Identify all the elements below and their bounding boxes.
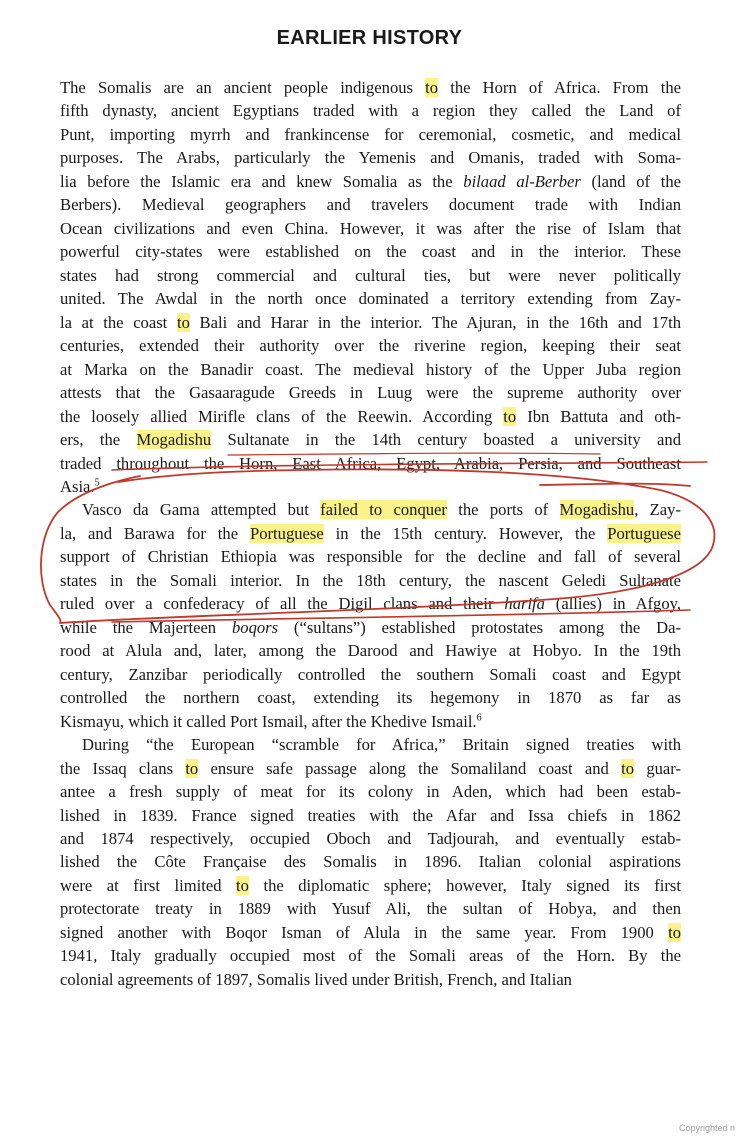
text-run: the loosely allied Mirifle clans of the Reewin. According	[60, 406, 504, 426]
italic-text: harifa	[504, 594, 545, 614]
text-run: fifth dynasty, ancient Egyptians traded with a region they called the Land of	[60, 101, 681, 121]
text-run: lia before the Islamic era and knew Somalia as the	[60, 171, 464, 191]
text-run: protectorate treaty in 1889 with Yusuf Ali, the sultan of Hobya, and then	[60, 899, 681, 919]
highlighted-text: failed to conquer	[320, 500, 447, 520]
text-line	[60, 170, 681, 193]
text-run: ers, the	[60, 430, 137, 450]
text-line	[60, 264, 681, 287]
text-run: states in the Somali interior. In the 18th century, the nascent Geledi Sultanate	[60, 570, 681, 590]
text-run: were at first limited	[60, 875, 237, 895]
text-line	[60, 428, 681, 451]
italic-text: bilaad al-Berber	[463, 171, 581, 191]
text-run: (land of the	[580, 171, 681, 191]
text-line	[60, 240, 681, 263]
text-run: the ports of	[446, 500, 560, 520]
text-line	[60, 123, 681, 146]
text-line	[60, 99, 681, 122]
text-line	[60, 874, 681, 897]
text-run: During “the European “scramble for Africa,” Britain signed treaties with	[82, 735, 681, 755]
text-line	[60, 968, 681, 991]
text-run: states had strong commercial and cultural ties, but were never politically	[60, 265, 681, 285]
text-line	[60, 804, 681, 827]
italic-text: boqors	[231, 617, 279, 637]
text-run: Asia.	[60, 476, 95, 496]
text-run: ensure safe passage along the Somaliland coast and	[198, 758, 622, 778]
text-run: la, and Barawa for the	[60, 523, 250, 543]
highlighted-text: Portuguese	[607, 523, 681, 543]
body-text	[60, 76, 681, 991]
text-run: traded throughout the Horn, East Africa, Egypt, Arabia, Persia, and Southeast	[60, 453, 681, 473]
text-line	[60, 850, 681, 873]
text-line	[60, 897, 681, 920]
text-run: the diplomatic sphere; however, Italy signed its first	[248, 875, 681, 895]
text-line	[60, 287, 681, 310]
highlighted-text: to	[668, 922, 681, 942]
text-run: signed another with Boqor Isman of Alula in the same year. From 1900	[60, 922, 669, 942]
text-run: (allies) in Afgoy,	[544, 594, 681, 614]
page-title: EARLIER HISTORY	[276, 27, 463, 49]
highlighted-text: Mogadishu	[136, 430, 212, 450]
text-run: while the Majerteen	[60, 617, 232, 637]
text-run: 1941, Italy gradually occupied most of the Somali areas of the Horn. By the	[60, 946, 681, 966]
text-line	[60, 780, 681, 803]
highlighted-text: Portuguese	[249, 523, 324, 543]
text-line	[60, 358, 681, 381]
highlighted-text: to	[236, 875, 249, 895]
text-run: ruled over a confederacy of all the Digil clans and their	[60, 594, 505, 614]
text-line	[60, 452, 681, 475]
text-line	[60, 944, 681, 967]
highlighted-text: to	[503, 406, 517, 426]
text-run: The Somalis are an ancient people indigenous	[60, 78, 426, 97]
text-line	[60, 733, 681, 756]
text-line	[60, 76, 681, 99]
text-run: in the 15th century. However, the	[323, 523, 608, 543]
text-run: the Issaq clans	[60, 758, 186, 778]
highlighted-text: to	[185, 758, 199, 778]
text-line	[60, 193, 681, 216]
copyright-notice: Copyrighted n	[678, 1123, 735, 1133]
text-line	[60, 757, 681, 780]
highlighted-text: Mogadishu	[559, 500, 635, 520]
highlighted-text: to	[425, 78, 439, 97]
text-run: Punt, importing myrrh and frankincense for ceremonial, cosmetic, and medical	[60, 124, 681, 144]
text-run: Vasco da Gama attempted but	[82, 500, 321, 520]
text-line	[60, 146, 681, 169]
text-run: (“sultans”) established protostates among the Da-	[278, 617, 682, 637]
text-run: Ocean civilizations and even China. However, it was after the rise of Islam that	[60, 218, 681, 238]
footnote-marker: 6	[476, 712, 482, 724]
text-run: centuries, extended their authority over the riverine region, keeping their seat	[60, 336, 681, 356]
text-run: la at the coast	[60, 312, 177, 332]
text-line	[60, 827, 681, 850]
text-line	[60, 569, 681, 592]
highlighted-text: to	[176, 312, 190, 332]
text-line	[60, 639, 681, 662]
text-run: and 1874 respectively, occupied Oboch and Tadjourah, and eventually estab-	[60, 829, 681, 848]
text-line	[60, 498, 681, 521]
text-run: the Horn of Africa. From the	[438, 78, 681, 97]
text-line	[60, 710, 681, 733]
text-line	[60, 311, 681, 334]
text-run: antee a fresh supply of meat for its colony in Aden, which had been estab-	[60, 782, 681, 802]
text-line	[60, 616, 681, 639]
text-line	[60, 592, 681, 615]
text-run: attests that the Gasaaragude Greeds in Luug were the supreme authority over	[60, 383, 681, 403]
text-run: united. The Awdal in the north once dominated a territory extending from Zay-	[60, 289, 681, 309]
text-run: Berbers). Medieval geographers and travelers document trade with Indian	[60, 195, 681, 215]
text-run: Bali and Harar in the interior. The Ajuran, in the 16th and 17th	[189, 312, 681, 332]
text-run: support of Christian Ethiopia was responsible for the decline and fall of several	[60, 547, 681, 567]
text-line	[60, 381, 681, 404]
text-line	[60, 663, 681, 686]
text-run: Ibn Battuta and oth-	[516, 406, 681, 426]
text-run: colonial agreements of 1897, Somalis lived under British, French, and Italian	[60, 969, 572, 989]
text-run: guar-	[634, 758, 682, 778]
text-run: Kismayu, which it called Port Ismail, after the Khedive Ismail.	[60, 711, 477, 731]
text-run: lished the Côte Française des Somalis in 1896. Italian colonial aspirations	[60, 852, 681, 872]
text-run: Sultanate in the 14th century boasted a university and	[211, 430, 681, 450]
text-line	[60, 545, 681, 568]
text-line	[60, 921, 681, 944]
text-run: purposes. The Arabs, particularly the Yemenis and Omanis, traded with Soma-	[60, 148, 681, 168]
text-run: , Zay-	[634, 500, 681, 520]
text-run: lished in 1839. France signed treaties with the Afar and Issa chiefs in 1862	[60, 805, 681, 825]
text-line	[60, 475, 681, 498]
text-line	[60, 334, 681, 357]
text-line	[60, 405, 681, 428]
text-run: controlled the northern coast, extending its hegemony in 1870 as far as	[60, 688, 681, 708]
text-line	[60, 217, 681, 240]
text-run: century, Zanzibar periodically controlled the southern Somali coast and Egypt	[60, 664, 681, 684]
text-run: rood at Alula and, later, among the Darood and Hawiye at Hobyo. In the 19th	[60, 641, 681, 661]
text-line	[60, 522, 681, 545]
highlighted-text: to	[621, 758, 635, 778]
text-run: at Marka on the Banadir coast. The medieval history of the Upper Juba region	[60, 359, 681, 379]
text-line	[60, 686, 681, 709]
footnote-marker: 5	[94, 477, 100, 489]
text-run: powerful city-states were established on the coast and in the interior. These	[60, 242, 681, 262]
